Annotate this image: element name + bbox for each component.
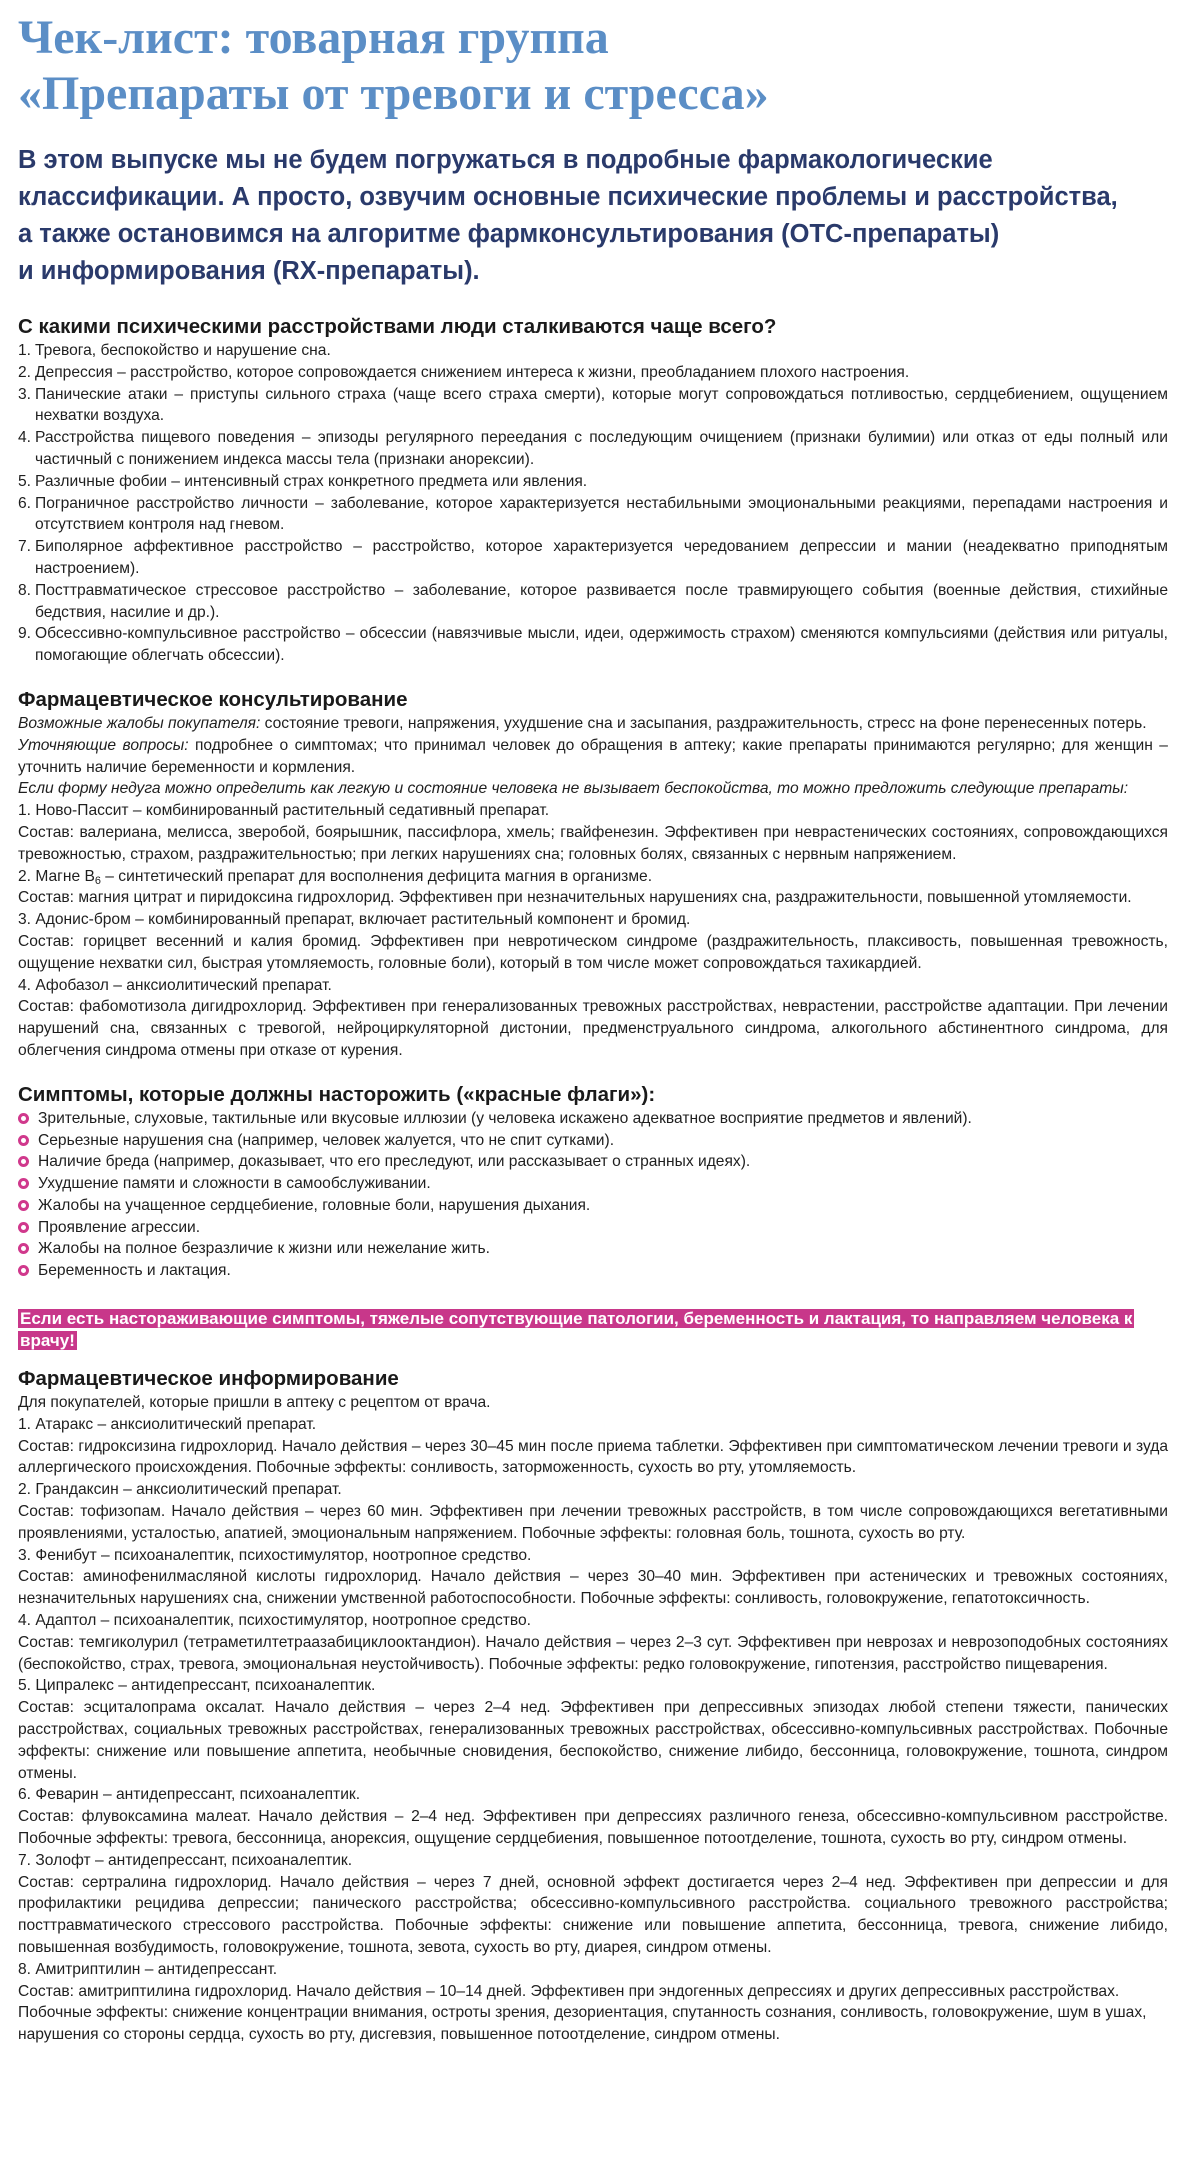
drug-name: 3. Адонис-бром – комбинированный препарат, включает растительный компонент и бромид.	[18, 911, 691, 929]
drug-composition: Состав: горицвет весенний и калия бромид. Эффективен при невротическом синдроме (раздражительность, плаксивость, повышенная тревожность, ощущение нехватки сил, быстрая утомляемость, головные боли), который в том числе может сопровождаться тахикардией.	[18, 932, 1168, 972]
drug-name: 1. Атаракс – анксиолитический препарат.	[18, 1415, 317, 1433]
lead-line: и информирования (RX-препараты).	[18, 257, 480, 285]
bullet-icon	[18, 1178, 29, 1189]
list-item: Наличие бреда (например, доказывает, что его преследуют, или рассказывает о странных идеях).	[18, 1151, 1168, 1173]
drug-composition: Состав: сертралина гидрохлорид. Начало действия – через 7 дней, основной эффект достигается через 2–4 нед. Эффективен при депрессии и для профилактики рецидива депрессии; панического расстройства; обсессивно-компульсивного расстройства. социального тревожного расстройства; посттравматического стрессового расстройства. Побочные эффекты: снижение или повышение аппетита, бессонница, тревога, снижение либидо, повышенная возбудимость, головокружение, тошнота, зевота, сухость во рту, диарея, синдром отмены.	[18, 1873, 1168, 1956]
disorders-section	[18, 314, 1168, 667]
lead-line: классификации. А просто, озвучим основные психические проблемы и расстройства,	[18, 183, 1118, 211]
list-item: 1. Тревога, беспокойство и нарушение сна.	[18, 342, 331, 359]
drug-name: 7. Золофт – антидепрессант, психоаналептик.	[18, 1851, 353, 1869]
drug-composition: Состав: тофизопам. Начало действия – через 60 мин. Эффективен при лечении тревожных расстройств, в том числе сопровождающихся вегетативными проявлениями, усталостью, апатией, эмоциональным напряжением. Побочные эффекты: головная боль, тошнота, сухость во рту.	[18, 1503, 1168, 1542]
drug-composition: Состав: аминофенилмасляной кислоты гидрохлорид. Начало действия – через 30–40 мин. Эффективен при астенических и тревожных состояниях, незначительных нарушениях сна, снижении умственной работоспособности. Побочные эффекты: сонливость, головокружение, гепатотоксичность.	[18, 1568, 1168, 1608]
informing-intro: Для покупателей, которые пришли в аптеку с рецептом от врача.	[18, 1394, 491, 1412]
list-item: Серьезные нарушения сна (например, человек жалуется, что не спит сутками).	[18, 1130, 1168, 1152]
section-heading: Фармацевтическое консультирование	[18, 687, 408, 711]
section-heading: Симптомы, которые должны насторожить («красные флаги»):	[18, 1082, 656, 1106]
list-item: 8. Посттравматическое стрессовое расстройство – заболевание, которое развивается после травмирующего события (военные действия, стихийные бедствия, насилие и др.).	[18, 581, 1168, 621]
list-item: Жалобы на учащенное сердцебиение, головные боли, нарушения дыхания.	[18, 1195, 1168, 1217]
drug-composition: Состав: гидроксизина гидрохлорид. Начало действия – через 30–45 мин после приема таблетки. Эффективен при симптоматическом лечении тревоги и зуда аллергического происхождения. Побочные эффекты: сонливость, заторможенность, сухость во рту, утомляемость.	[18, 1437, 1168, 1477]
list-item: 2. Депрессия – расстройство, которое сопровождается снижением интереса к жизни, преобладанием плохого настроения.	[18, 363, 910, 381]
drug-composition: Состав: эсциталопрама оксалат. Начало действия – через 2–4 нед. Эффективен при депрессивных эпизодах любой степени тяжести, панических расстройствах, социальных тревожных расстройствах, генерализованных тревожных расстройствах, обсессивно-компульсивных расстройствах. Побочные эффекты: снижение или повышение аппетита, необычные сновидения, беспокойство, снижение либидо, бессонница, головокружение, тошнота, синдром отмены.	[18, 1699, 1168, 1782]
lead-paragraph	[18, 142, 1168, 290]
list-item: 4. Расстройства пищевого поведения – эпизоды регулярного переедания с последующим очищением (признаки булимии) или отказ от еды полный или частичный с понижением индекса массы тела (признаки анорексии).	[18, 429, 1168, 468]
title-line: Чек-лист: товарная группа	[18, 11, 609, 64]
list-item: 7. Биполярное аффективное расстройство – расстройство, которое характеризуется чередованием депрессии и мании (неадекватно приподнятым настроением).	[18, 538, 1168, 577]
bullet-icon	[18, 1265, 29, 1276]
bullet-icon	[18, 1156, 29, 1167]
list-item: Беременность и лактация.	[18, 1260, 1168, 1282]
drug-name: 8. Амитриптилин – антидепрессант.	[18, 1960, 278, 1978]
list-item: 5. Различные фобии – интенсивный страх конкретного предмета или явления.	[18, 472, 588, 490]
list-item: Ухудшение памяти и сложности в самообслуживании.	[18, 1173, 1168, 1195]
list-item: 6. Пограничное расстройство личности – заболевание, которое характеризуется нестабильными эмоциональными реакциями, перепадами настроения и отсутствием контроля над гневом.	[18, 494, 1168, 534]
section-heading: Фармацевтическое информирование	[18, 1367, 399, 1391]
drug-composition: Состав: фабомотизола дигидрохлорид. Эффективен при генерализованных тревожных расстройствах, неврастении, расстройстве адаптации. При лечении нарушений сна, связанных с тревогой, нейроциркуляторной дистонии, предменструального синдрома, алкогольного абстинентного синдрома, для облегчения синдрома отмены при отказе от курения.	[18, 998, 1168, 1059]
drug-name: 1. Ново-Пассит – комбинированный растительный седативный препарат.	[18, 802, 550, 820]
lead-line: В этом выпуске мы не будем погружаться в подробные фармакологические	[18, 146, 993, 174]
drug-name: 2. Грандаксин – анксиолитический препарат.	[18, 1481, 342, 1499]
drug-composition: Состав: амитриптилина гидрохлорид. Начало действия – 10–14 дней. Эффективен при эндогенных депрессиях и других депрессивных расстройствах. Побочные эффекты: снижение концентрации внимания, остроты зрения, дезориентация, спутанность сознания, сонливость, головокружение, шум в ушах, нарушения со стороны сердца, сухость во рту, дисгевзия, повышенное потоотделение, синдром отмены.	[18, 1982, 1147, 2044]
drug-name: 2. Магне $В_6$ – синтетический препарат для восполнения дефицита магния в организме.	[18, 867, 653, 887]
drug-name: 5. Ципралекс – антидепрессант, психоаналептик.	[18, 1677, 376, 1695]
drug-name: 4. Афобазол – анксиолитический препарат.	[18, 976, 332, 994]
list-item: 3. Панические атаки – приступы сильного страха (чаще всего страха смерти), которые могут сопровождаться потливостью, сердцебиением, ощущением нехватки воздуха.	[18, 385, 1168, 425]
bullet-icon	[18, 1222, 29, 1233]
drug-composition: Состав: магния цитрат и пиридоксина гидрохлорид. Эффективен при незначительных нарушениях сна, раздражительности, повышенной утомляемости.	[18, 889, 1132, 907]
list-item: Проявление агрессии.	[18, 1217, 1168, 1239]
drug-name: 3. Фенибут – психоаналептик, психостимулятор, ноотропное средство.	[18, 1546, 532, 1564]
drug-name: 6. Феварин – антидепрессант, психоаналептик.	[18, 1786, 361, 1804]
drug-composition: Состав: темгиколурил (тетраметилтетраазабициклооктандион). Начало действия – через 2–3 сут. Эффективен при неврозах и неврозоподобных состояниях (беспокойство, страх, тревога, эмоциональная неустойчивость). Побочные эффекты: редко головокружение, гипотензия, расстройство пищеварения.	[18, 1633, 1168, 1673]
complaints-paragraph: Возможные жалобы покупателя: состояние тревоги, напряжения, ухудшение сна и засыпания, раздражительность, стресс на фоне перенесенных потерь.	[18, 714, 1147, 732]
list-item: Зрительные, слуховые, тактильные или вкусовые иллюзии (у человека искажено адекватное восприятие предметов и явлений).	[18, 1108, 1168, 1130]
doctor-referral-warning	[18, 1308, 1168, 1352]
list-item: 9. Обсессивно-компульсивное расстройство – обсессии (навязчивые мысли, идеи, одержимость страхом) сменяются компульсиями (действия или ритуалы, помогающие облегчать обсессии).	[18, 625, 1168, 665]
disorders-list	[18, 340, 1168, 667]
drug-composition: Состав: валериана, мелисса, зверобой, боярышник, пассифлора, хмель; гвайфенезин. Эффективен при неврастенических состояниях, сопровождающихся тревожностью, страхом, раздражительностью; при легких нарушениях сна; головных болях, связанных с нервным напряжением.	[18, 823, 1168, 863]
informing-section	[18, 1366, 1168, 2046]
drug-name: 4. Адаптол – психоаналептик, психостимулятор, ноотропное средство.	[18, 1612, 531, 1630]
lead-line: а также остановимся на алгоритме фармконсультирования (ОТС-препараты)	[18, 220, 1000, 248]
bullet-icon	[18, 1135, 29, 1146]
offer-note: Если форму недуга можно определить как легкую и состояние человека не вызывает беспокойства, то можно предложить следующие препараты:	[18, 780, 1129, 798]
red-flags-list	[18, 1108, 1168, 1282]
drug-composition: Состав: флувоксамина малеат. Начало действия – 2–4 нед. Эффективен при депрессиях различного генеза, обсессивно-компульсивном расстройстве. Побочные эффекты: тревога, бессонница, анорексия, ощущение сердцебиения, повышенное потоотделение, тошнота, сухость во рту, синдром отмены.	[18, 1808, 1168, 1848]
list-item: Жалобы на полное безразличие к жизни или нежелание жить.	[18, 1238, 1168, 1260]
bullet-icon	[18, 1113, 29, 1124]
section-heading: С какими психическими расстройствами люди сталкиваются чаще всего?	[18, 315, 777, 338]
page-title	[18, 10, 1168, 122]
bullet-icon	[18, 1243, 29, 1254]
bullet-icon	[18, 1200, 29, 1211]
warning-text: Если есть настораживающие симптомы, тяжелые сопутствующие патологии, беременность и лактация, то направляем человека к врачу!	[20, 1309, 1133, 1351]
questions-paragraph: Уточняющие вопросы: подробнее о симптомах; что принимал человек до обращения в аптеку; какие препараты принимаются регулярно; для женщин – уточнить наличие беременности и кормления.	[18, 736, 1168, 776]
red-flags-section	[18, 1082, 1168, 1282]
consulting-section	[18, 687, 1168, 1062]
title-line: «Препараты от тревоги и стресса»	[18, 67, 769, 120]
